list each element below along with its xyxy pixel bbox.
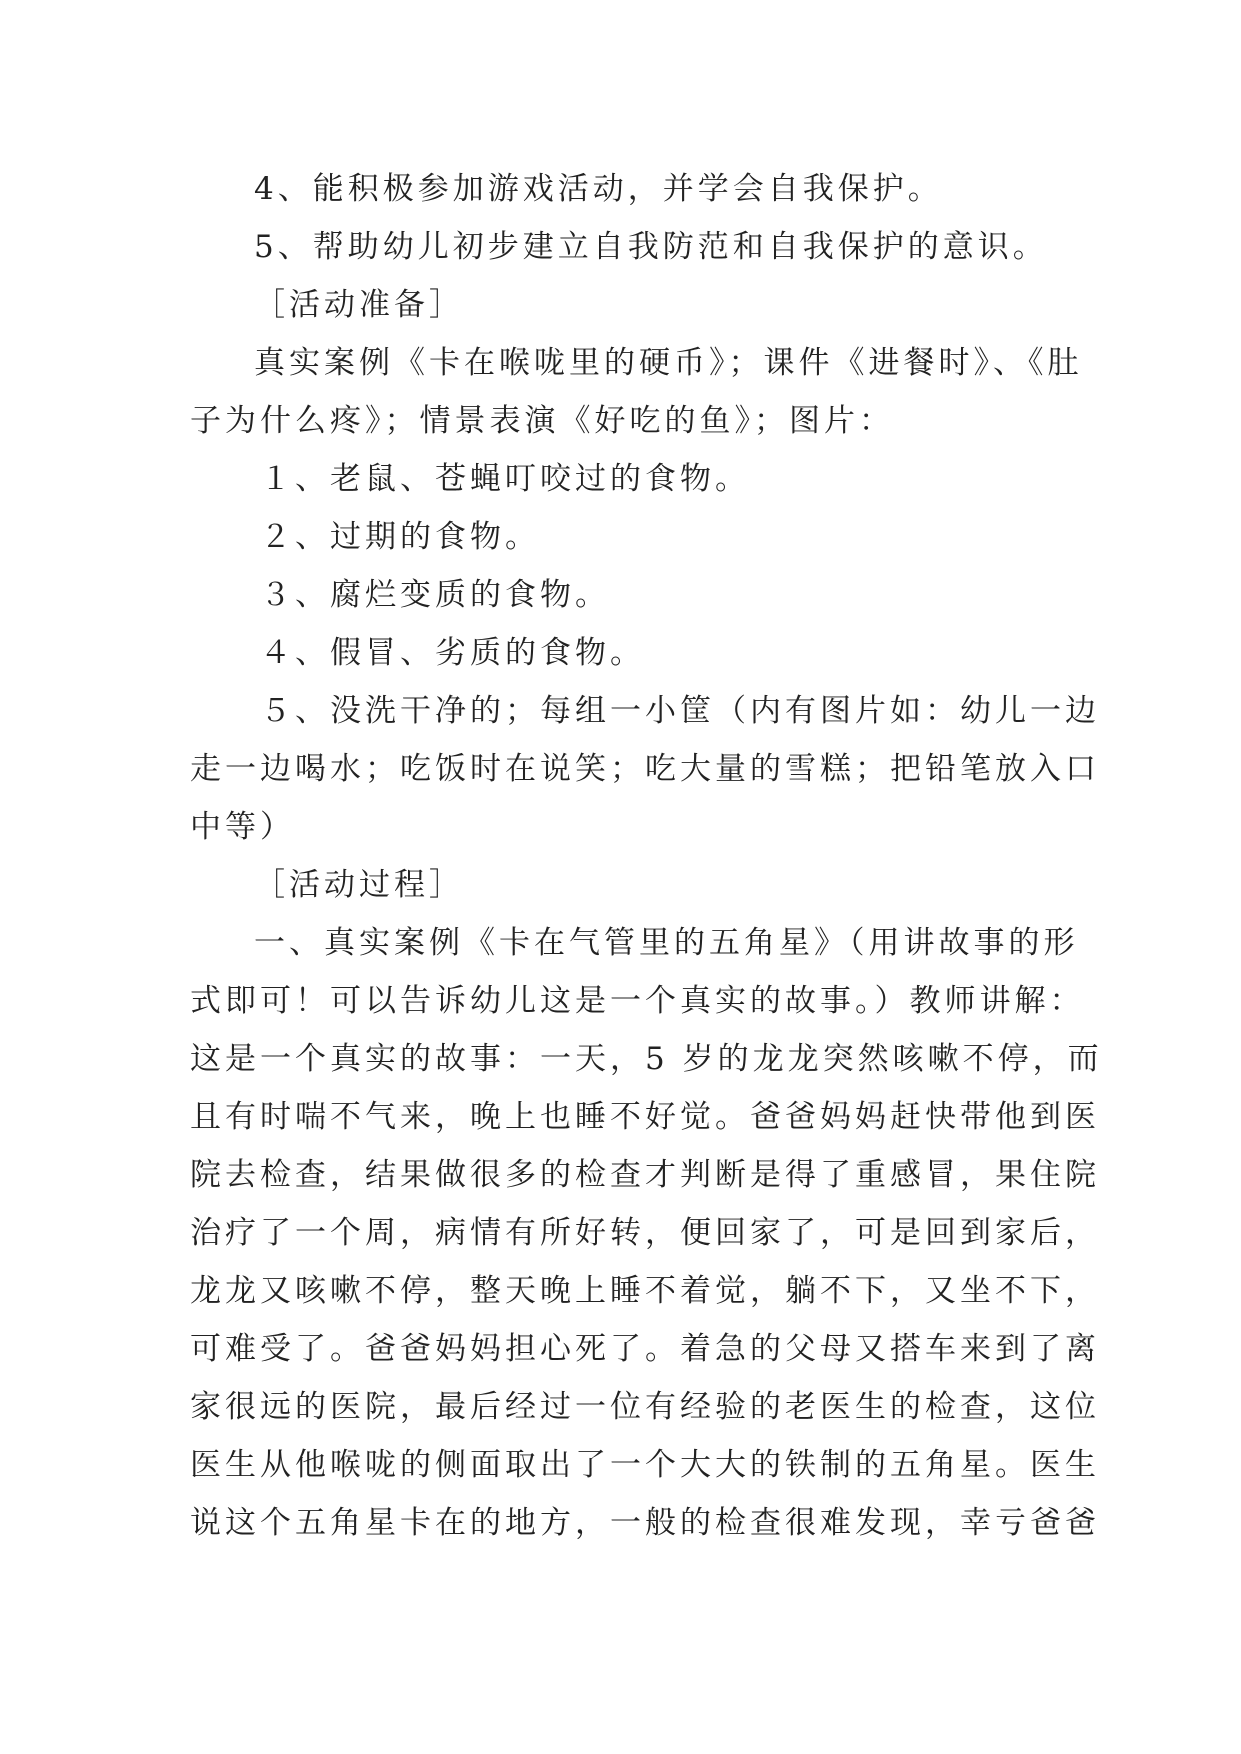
goal-item-4: 4、能积极参加游戏活动，并学会自我保护。 [254,171,943,207]
section-heading-preparation: ［活动准备］ [254,287,464,323]
picture-item-4: ４、假冒、劣质的食物。 [260,635,645,671]
paragraph-line: 治疗了一个周，病情有所好转，便回家了，可是回到家后， [190,1215,1100,1251]
paragraph-line: 走一边喝水；吃饭时在说笑；吃大量的雪糕；把铅笔放入口 [190,751,1100,787]
paragraph-line: 家很远的医院，最后经过一位有经验的老医生的检查，这位 [190,1389,1100,1425]
paragraph-line: 子为什么疼》；情景表演《好吃的鱼》；图片： [190,403,894,439]
picture-item-5: ５、没洗干净的；每组一小筐（内有图片如：幼儿一边 [260,693,1100,729]
paragraph-line: 医生从他喉咙的侧面取出了一个大大的铁制的五角星。医生 [190,1447,1100,1483]
paragraph-line: 且有时喘不气来，晚上也睡不好觉。爸爸妈妈赶快带他到医 [190,1099,1100,1135]
paragraph-line: 院去检查，结果做很多的检查才判断是得了重感冒，果住院 [190,1157,1100,1193]
picture-item-3: ３、腐烂变质的食物。 [260,577,610,613]
picture-item-2: ２、过期的食物。 [260,519,540,555]
paragraph-line: 中等） [190,809,295,845]
goal-item-5: 5、帮助幼儿初步建立自我防范和自我保护的意识。 [254,229,1048,265]
paragraph-line: 式即可！可以告诉幼儿这是一个真实的故事。）教师讲解： [190,983,1085,1019]
paragraph-line: 可难受了。爸爸妈妈担心死了。着急的父母又搭车来到了离 [190,1331,1100,1367]
document-page [190,160,1103,1552]
section-heading-process: ［活动过程］ [254,867,464,903]
paragraph-line: 一、真实案例《卡在气管里的五角星》（用讲故事的形 [254,925,1079,961]
paragraph-line: 龙龙又咳嗽不停，整天晚上睡不着觉，躺不下，又坐不下， [190,1273,1100,1309]
paragraph-line: 真实案例《卡在喉咙里的硬币》；课件《进餐时》、《肚 [254,345,1083,381]
paragraph-line: 这是一个真实的故事：一天，5 岁的龙龙突然咳嗽不停，而 [190,1041,1103,1077]
paragraph-line: 说这个五角星卡在的地方，一般的检查很难发现，幸亏爸爸 [190,1505,1100,1541]
picture-item-1: １、老鼠、苍蝇叮咬过的食物。 [260,461,750,497]
